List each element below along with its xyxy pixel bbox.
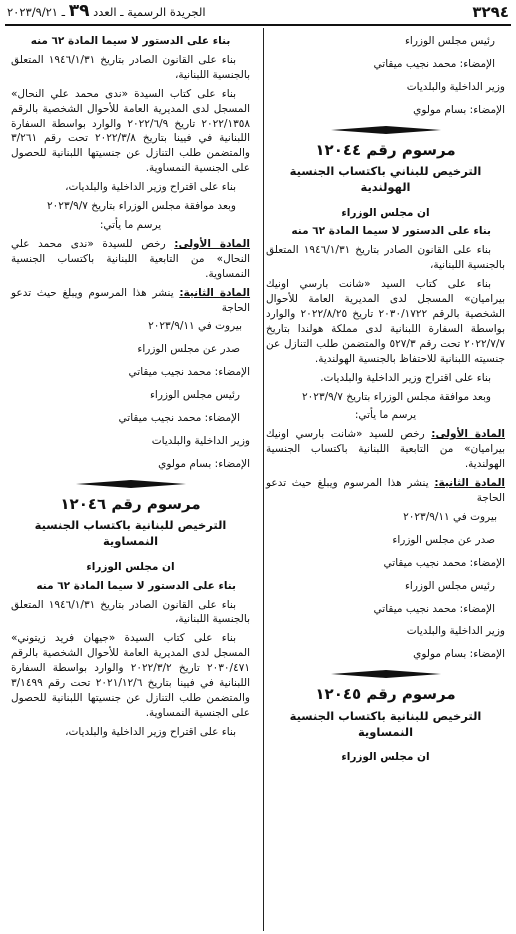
- decree-basis: بناء على اقتراح وزير الداخلية والبلديات،: [65, 181, 236, 194]
- decree-basis: بناء على اقتراح وزير الداخلية والبلديات،: [65, 725, 236, 738]
- right-column: [258, 26, 511, 931]
- decree-basis: بناء على كتاب السيدة «ندى محمد علي النحال» المسجل لدى المديرية العامة للأحوال الشخصية بالرقم ٢٠٢٢/١٣٥٨ تاريخ ٢٠٢٢/٦/٩ والوارد بواسطة السفارة اللبنانية في فيينا بتاريخ ٢٠٢٢/٣/٨ تحت رقم ٣/٢٦١ والمتضمن طلب التنازل عن جنسيتها اللبنانية للحصول على الجنسية النمساوية.: [11, 87, 250, 175]
- pm-title: رئيس مجلس الوزراء: [404, 579, 495, 592]
- article-text: ينشر هذا المرسوم ويبلغ حيث تدعو الحاجة: [11, 286, 250, 314]
- decree-basis: بناء على اقتراح وزير الداخلية والبلديات.: [320, 371, 491, 384]
- decree-subject: الترخيص للبناني باكتساب الجنسية الهولندية: [289, 163, 482, 195]
- pm-title: رئيس مجلس الوزراء: [149, 389, 240, 402]
- decree-basis: بناء على القانون الصادر بتاريخ ١٩٤٦/١/٣١ المتعلق بالجنسية اللبنانية،: [11, 598, 250, 626]
- article-label: المادة الأولى:: [431, 428, 505, 441]
- minister-signature: الإمضاء: بسام مولوي: [158, 457, 250, 470]
- article-label: المادة الأولى:: [174, 237, 250, 250]
- decree-basis: بناء على الدستور لا سيما المادة ٦٢ منه: [291, 225, 491, 238]
- president-signature: الإمضاء: محمد نجيب ميقاتي: [383, 556, 505, 569]
- minister-title: وزير الداخلية والبلديات: [151, 434, 250, 447]
- article-text: ينشر هذا المرسوم ويبلغ حيث تدعو الحاجة: [266, 477, 505, 504]
- decree-date: بيروت في ٢٠٢٣/٩/١١: [403, 510, 497, 523]
- decree-separator: [331, 126, 441, 134]
- decree-basis: وبعد موافقة مجلس الوزراء بتاريخ ٢٠٢٣/٩/٧: [302, 390, 491, 403]
- minister-title: وزير الداخلية والبلديات: [406, 80, 505, 93]
- decree-basis: بناء على الدستور لا سيما المادة ٦٢ منه: [30, 35, 231, 47]
- decree-council: ان مجلس الوزراء: [341, 206, 430, 219]
- page-number: ٣٢٩٤: [472, 2, 509, 21]
- left-column: [5, 26, 258, 931]
- decree-separator: [331, 670, 441, 678]
- decree-council: ان مجلس الوزراء: [341, 751, 430, 764]
- issue-date: ـ ٢٠٢٣/٩/٢١: [7, 4, 66, 19]
- decree-article: [266, 427, 505, 472]
- article-label: المادة الثانية:: [179, 286, 251, 299]
- decree-basis: وبعد موافقة مجلس الوزراء بتاريخ ٢٠٢٣/٩/٧: [47, 200, 236, 213]
- minister-signature: الإمضاء: بسام مولوي: [413, 648, 505, 661]
- decree-clause: يرسم ما يأتي:: [99, 218, 162, 231]
- decree-subject: الترخيص للبنانية باكتساب الجنسية النمساوية: [289, 708, 482, 739]
- pm-signature: الإمضاء: محمد نجيب ميقاتي: [118, 412, 240, 425]
- decree-council: ان مجلس الوزراء: [86, 560, 175, 573]
- pm-title: رئيس مجلس الوزراء: [404, 35, 495, 47]
- issued-by: صدر عن مجلس الوزراء: [137, 343, 240, 356]
- pm-signature: الإمضاء: محمد نجيب ميقاتي: [373, 57, 495, 70]
- decree-title: مرسوم رقم ١٢٠٤٦: [60, 494, 201, 513]
- issue-number: ٣٩: [68, 0, 90, 21]
- page-header: [5, 0, 511, 26]
- decree-article: [11, 286, 250, 316]
- decree-date: بيروت في ٢٠٢٣/٩/١١: [148, 320, 242, 333]
- article-label: المادة الثانية:: [434, 477, 506, 490]
- decree-title: مرسوم رقم ١٢٠٤٥: [315, 685, 456, 704]
- issued-by: صدر عن مجلس الوزراء: [392, 533, 495, 546]
- pm-signature: الإمضاء: محمد نجيب ميقاتي: [373, 602, 495, 615]
- decree-basis: بناء على الدستور لا سيما المادة ٦٢ منه: [36, 579, 236, 592]
- gazette-title: [7, 0, 206, 23]
- decree-basis: بناء على كتاب السيد «شانت بارسي اونيك بيراميان» المسجل لدى المديرية العامة للأحوال الشخصية بالرقم ٢٠٣٠/١٧٢٢ تاريخ ٢٠٢٢/٨/٢٥ والوارد بواسطة السفارة اللبنانية لدى مملكة هولندا بتاريخ ٢٠٢٢/٧/٧ تحت رقم ٥٢٧/٣ والمتضمن طلب التنازل عن جنسيته اللبنانية للاحتفاظ بالجنسية الهولندية.: [266, 278, 506, 365]
- decree-article: [266, 476, 505, 506]
- decree-basis: بناء على القانون الصادر بتاريخ ١٩٤٦/١/٣١ المتعلق بالجنسية اللبنانية،: [11, 53, 250, 81]
- decree-basis: بناء على كتاب السيدة «جيهان فريد زيتوني» المسجل لدى المديرية العامة للأحوال الشخصية بالرقم ٢٠٣٠/٤٧١ تاريخ ٢٠٢٢/٣/٢ والوارد بواسطة السفارة اللبنانية في فيينا بتاريخ ٢٠٢١/١٢/٦ تحت رقم ٣/١٤٩٩ والمتضمن طلب التنازل عن جنسيتها اللبنانية للحصول على الجنسية النمساوية.: [11, 632, 250, 719]
- decree-subject: الترخيص للبنانية باكتساب الجنسية النمساوية: [34, 518, 227, 549]
- columns: [5, 26, 511, 931]
- minister-title: وزير الداخلية والبلديات: [406, 625, 505, 638]
- decree-title: مرسوم رقم ١٢٠٤٤: [315, 140, 456, 159]
- decree-basis: بناء على القانون الصادر بتاريخ ١٩٤٦/١/٣١ المتعلق بالجنسية اللبنانية،: [266, 244, 505, 272]
- article-text: رخص للسيد «شانت بارسي اونيك بيراميان» من التابعية اللبنانية باكتساب الجنسية الهولندية.: [266, 428, 505, 471]
- article-text: رخص للسيدة «ندى محمد علي النحال» من التابعية اللبنانية باكتساب الجنسية النمساوية.: [11, 237, 250, 280]
- column-divider: [263, 28, 264, 931]
- gazette-name: الجريدة الرسمية ـ العدد: [93, 4, 206, 19]
- minister-signature: الإمضاء: بسام مولوي: [413, 103, 505, 116]
- decree-article: [11, 237, 250, 282]
- decree-clause: يرسم ما يأتي:: [354, 409, 417, 422]
- decree-separator: [76, 480, 186, 488]
- president-signature: الإمضاء: محمد نجيب ميقاتي: [128, 366, 250, 379]
